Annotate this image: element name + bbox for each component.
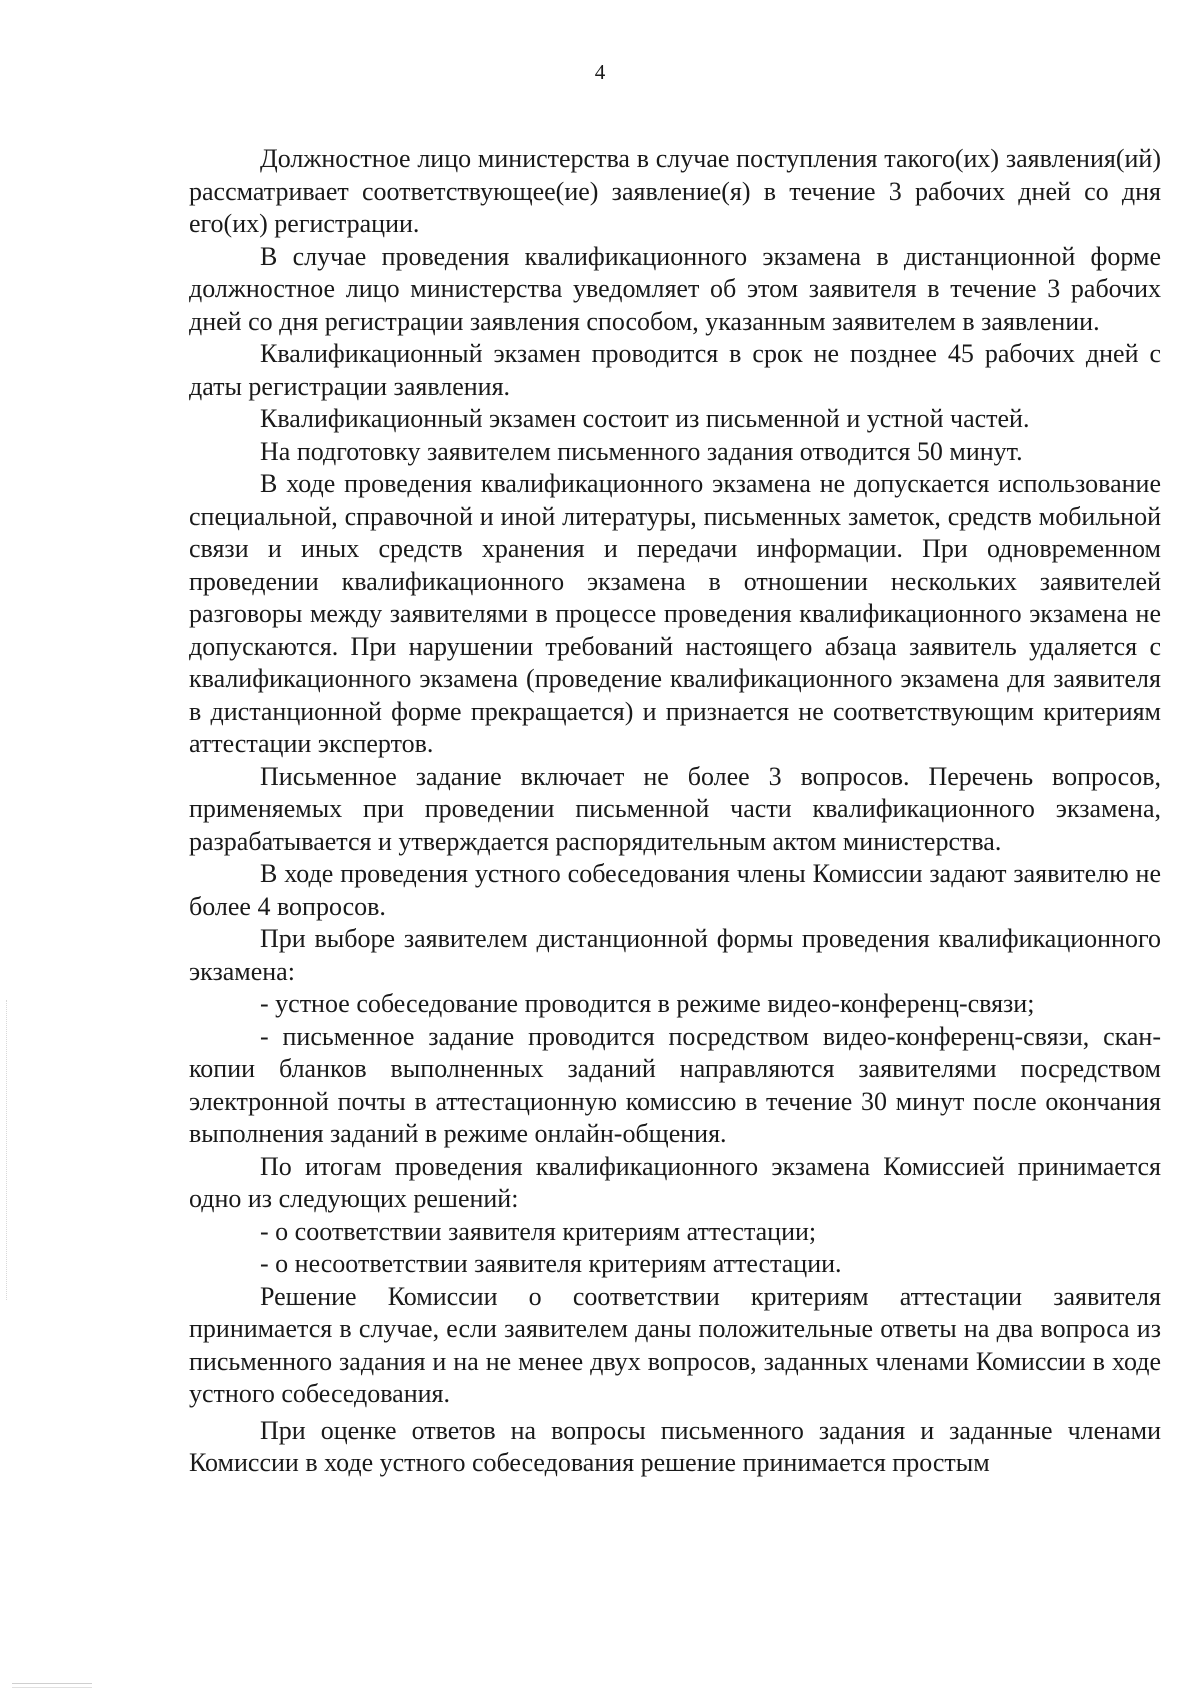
- paragraph-evaluation: При оценке ответов на вопросы письменного задания и заданные членами Комиссии в ходе устного собеседования решение принимается простым: [189, 1415, 1161, 1477]
- page-number: 4: [594, 60, 606, 84]
- paragraph-remote-notification: В случае проведения квалификационного экзамена в дистанционной форме должностное лицо министерства уведомляет об этом заявителя в течение 3 рабочих дней со дня регистрации заявления способом, указанным заявителем в заявлении.: [189, 241, 1161, 336]
- paragraph-decisions-intro: По итогам проведения квалификационного экзамена Комиссией принимается одно из следующих решений:: [189, 1151, 1161, 1213]
- list-item-compliance: - о соответствии заявителя критериям аттестации;: [260, 1216, 817, 1246]
- list-item-noncompliance: - о несоответствии заявителя критериям аттестации.: [260, 1249, 842, 1278]
- scan-footer-mark: [12, 1683, 92, 1688]
- paragraph-written-questions: Письменное задание включает не более 3 вопросов. Перечень вопросов, применяемых при проведении письменной части квалификационного экзамена, разрабатывается и утверждается распорядительным актом министерства.: [189, 761, 1161, 856]
- paragraph-remote-form-intro: При выборе заявителем дистанционной формы проведения квалификационного экзамена:: [189, 924, 1161, 986]
- paragraph-exam-parts: Квалификационный экзамен состоит из письменной и устной частей.: [260, 404, 1030, 433]
- paragraph-oral-questions: В ходе проведения устного собеседования члены Комиссии задают заявителю не более 4 вопросов.: [189, 859, 1161, 921]
- list-item-oral-vks: - устное собеседование проводится в режиме видео-конференц-связи;: [260, 989, 1035, 1018]
- document-body: [189, 143, 1161, 1480]
- paragraph-exam-rules: В ходе проведения квалификационного экзамена не допускается использование специальной, справочной и иной литературы, письменных заметок, средств мобильной связи и иных средств хранения и передачи информации. При одновременном проведении квалификационного экзамена в отношении нескольких заявителей разговоры между заявителями в процессе проведения квалификационного экзамена не допускаются. При нарушении требований настоящего абзаца заявитель удаляется с квалификационного экзамена (проведение квалификационного экзамена для заявителя в дистанционной форме прекращается) и признается не соответствующим критериям аттестации экспертов.: [189, 469, 1161, 758]
- paragraph-written-time: На подготовку заявителем письменного задания отводится 50 минут.: [260, 436, 1023, 466]
- paragraph-exam-deadline: Квалификационный экзамен проводится в срок не позднее 45 рабочих дней с даты регистрации заявления.: [189, 339, 1161, 401]
- scan-margin-marks: [6, 1000, 9, 1300]
- paragraph-compliance-decision: Решение Комиссии о соответствии критериям аттестации заявителя принимается в случае, если заявителем даны положительные ответы на два вопроса из письменного задания и на не менее двух вопросов, заданных членами Комиссии в ходе устного собеседования.: [189, 1281, 1161, 1408]
- list-item-written-vks: - письменное задание проводится посредством видео-конференц-связи, скан-копии бланков выполненных заданий направляются заявителями посредством электронной почты в аттестационную комиссию в течение 30 минут после окончания выполнения заданий в режиме онлайн-общения.: [189, 1021, 1161, 1148]
- paragraph-review-period: Должностное лицо министерства в случае поступления такого(их) заявления(ий) рассматривает соответствующее(ие) заявление(я) в течение 3 рабочих дней со дня его(их) регистрации.: [189, 144, 1161, 238]
